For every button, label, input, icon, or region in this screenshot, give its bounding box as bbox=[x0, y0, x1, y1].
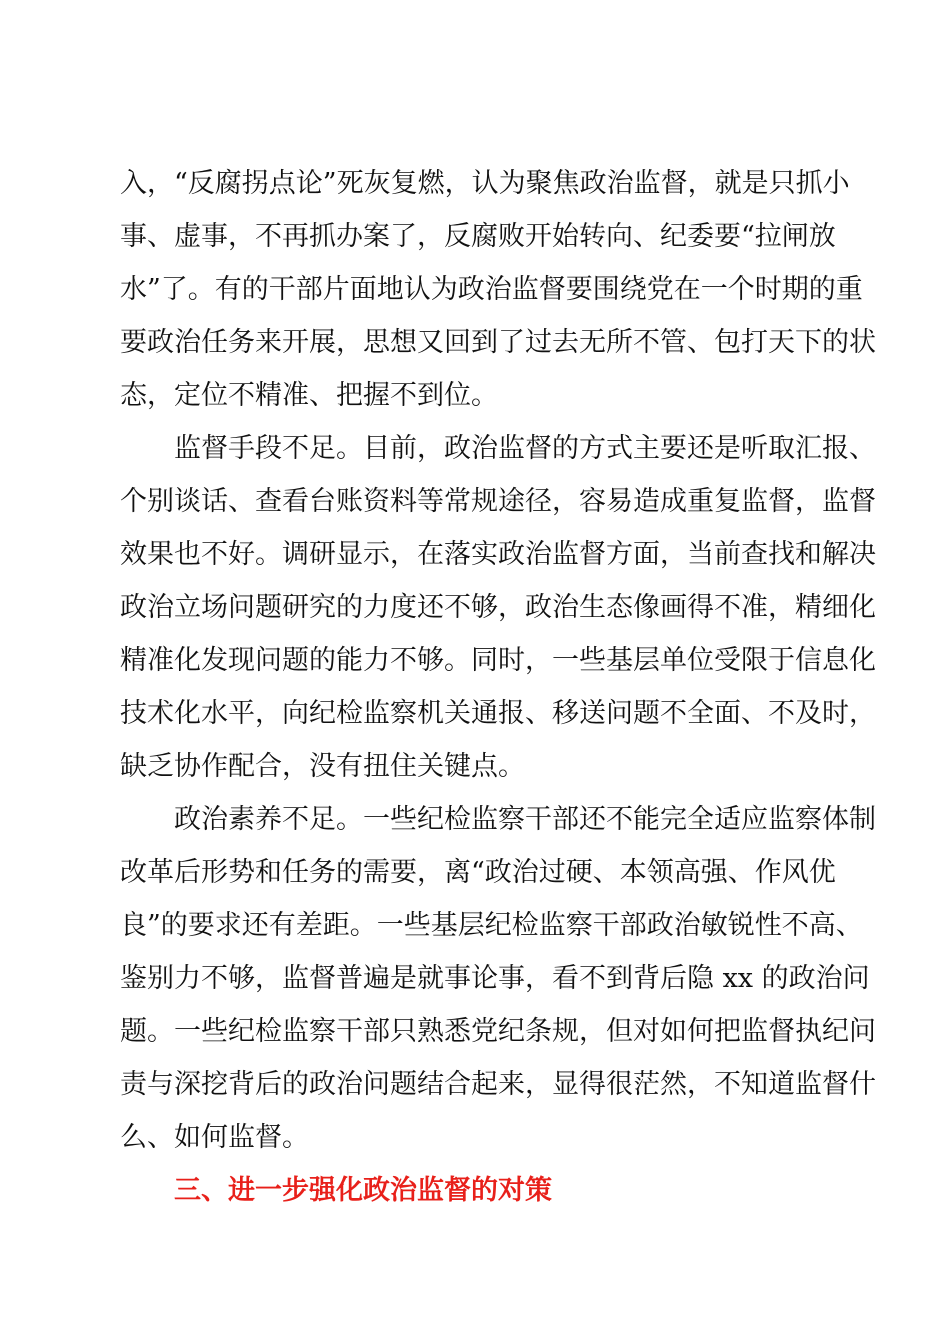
text-line: 么、如何监督。 bbox=[120, 1122, 309, 1153]
section-heading: 三、进一步强化政治监督的对策 bbox=[174, 1175, 552, 1206]
text-line: 题。一些纪检监察干部只熟悉党纪条规，但对如何把监督执纪问 bbox=[120, 1016, 876, 1047]
text-line: 责与深挖背后的政治问题结合起来，显得很茫然，不知道监督什 bbox=[120, 1069, 876, 1100]
text-line: 技术化水平，向纪检监察机关通报、移送问题不全面、不及时， bbox=[120, 698, 876, 729]
text-line: 个别谈话、查看台账资料等常规途径，容易造成重复监督，监督 bbox=[120, 486, 876, 517]
text-line: 水”了。有的干部片面地认为政治监督要围绕党在一个时期的重 bbox=[120, 274, 863, 305]
text-line: 鉴别力不够，监督普遍是就事论事，看不到背后隐 xx 的政治问 bbox=[120, 963, 870, 994]
text-line: 改革后形势和任务的需要，离“政治过硬、本领高强、作风优 bbox=[120, 857, 836, 888]
text-line: 政治立场问题研究的力度还不够，政治生态像画得不准，精细化 bbox=[120, 592, 876, 623]
text-line: 入，“反腐拐点论”死灰复燃，认为聚焦政治监督，就是只抓小 bbox=[120, 168, 850, 199]
paragraph-start-line: 监督手段不足。目前，政治监督的方式主要还是听取汇报、 bbox=[120, 433, 876, 464]
text-line: 缺乏协作配合，没有扭住关键点。 bbox=[120, 751, 525, 782]
text-line: 要政治任务来开展，思想又回到了过去无所不管、包打天下的状 bbox=[120, 327, 876, 358]
paragraph-start-line: 政治素养不足。一些纪检监察干部还不能完全适应监察体制 bbox=[120, 804, 876, 835]
text-line: 效果也不好。调研显示，在落实政治监督方面，当前查找和解决 bbox=[120, 539, 876, 570]
text-line: 事、虚事，不再抓办案了，反腐败开始转向、纪委要“拉闸放 bbox=[120, 221, 836, 252]
text-line: 态，定位不精准、把握不到位。 bbox=[120, 380, 498, 411]
text-line: 精准化发现问题的能力不够。同时，一些基层单位受限于信息化 bbox=[120, 645, 876, 676]
text-line: 良”的要求还有差距。一些基层纪检监察干部政治敏锐性不高、 bbox=[120, 910, 863, 941]
